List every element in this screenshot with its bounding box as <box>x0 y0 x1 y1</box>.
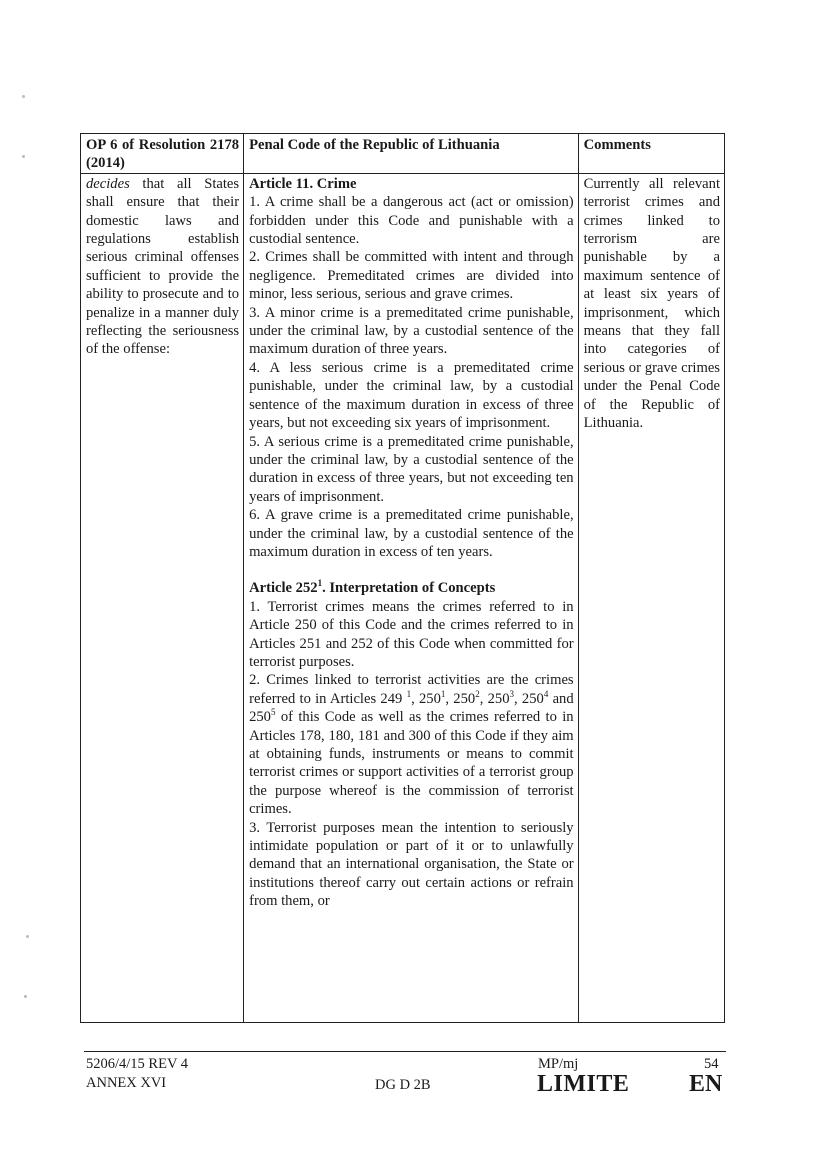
comparison-table <box>80 133 725 1023</box>
footer-annex: ANNEX XVI <box>86 1075 167 1091</box>
article-refs: $^1$, $250^1$, $250^2$, $250^3$, $250^4$ and $250^5$ <box>249 688 574 726</box>
footer-doc-ref: 5206/4/15 REV 4 <box>86 1056 189 1072</box>
op6-lead: decides <box>86 175 130 192</box>
article-252-para-3: 3. Terrorist purposes mean the intention to seriously intimidate population or part of it or to unlawfully demand that an international organisation, the State or institutions thereof carry out certain actions or refrain from them, or <box>249 819 574 910</box>
article-252-para-1: 1. Terrorist crimes means the crimes referred to in Article 250 of this Code and the crimes referred to in Articles 251 and 252 of this Code when committed for terrorist purposes. <box>249 598 574 670</box>
comments-text: Currently all relevant terrorist crimes and crimes linked to terrorism are punishable by a maximum sentence of at least six years of imprisonment, which means that they fall into categories of serious or grave crimes under the Penal Code of the Republic of Lithuania. <box>583 175 720 432</box>
scan-speck <box>26 935 29 938</box>
article-11-para-2: 2. Crimes shall be committed with intent and through negligence. Premeditated crimes are divided into minor, less serious, serious and grave crimes. <box>249 249 574 303</box>
footer-dg: DG D 2B <box>375 1077 431 1093</box>
op6-rest: that all States shall ensure that their domestic laws and regulations establish serious criminal offenses sufficient to provide the ability to prosecute and to penalize in a manner duly reflecting the seriousness of the offense: <box>86 175 240 358</box>
resolution-cell <box>81 173 244 1022</box>
op6-text <box>86 175 239 359</box>
penal-code-cell <box>244 173 579 1022</box>
article-11-para-6: 6. A grave crime is a premeditated crime punishable, under the criminal law, by a custodial sentence of the maximum duration in excess of ten years. <box>249 507 574 560</box>
comments-cell <box>578 173 724 1022</box>
article-11-title: Article 11. Crime <box>249 175 357 192</box>
header-penal-code: Penal Code of the Republic of Lithuania <box>244 134 579 174</box>
article-11-para-4: 4. A less serious crime is a premeditated crime punishable, under the criminal law, by a custodial sentence of the maximum duration in excess of three years, but not exceeding six years of imprisonment. <box>249 359 574 432</box>
article-11-para-1: 1. A crime shall be a dangerous act (act or omission) forbidden under this Code and punishable with a custodial sentence. <box>249 194 574 248</box>
footer-classification: LIMITE <box>537 1071 630 1097</box>
footer-divider <box>84 1051 726 1052</box>
scan-speck <box>24 995 27 998</box>
header-comments: Comments <box>578 134 724 174</box>
scan-speck <box>22 95 25 98</box>
footer-language: EN <box>689 1071 723 1097</box>
footer-page-number: 54 <box>704 1056 719 1072</box>
header-resolution: OP 6 of Resolution 2178 (2014) <box>81 134 244 174</box>
scan-speck <box>22 155 25 158</box>
article-11-para-5: 5. A serious crime is a premeditated crime punishable, under the criminal law, by a custodial sentence of the duration in excess of three years, but not exceeding ten years of imprisonment. <box>249 433 574 505</box>
article-252-title: Article $252^1$. Interpretation of Concepts <box>249 578 496 597</box>
article-11-para-3: 3. A minor crime is a premeditated crime punishable, under the criminal law, by a custodial sentence of the maximum duration of three years. <box>249 304 574 358</box>
article-252-para-2: 2. Crimes linked to terrorist activities are the crimes referred to in Articles 249 $^1$, $250^1$, $250^2$, $250^3$, $250^4$ and $250^5$ of this Code as well as the crimes referred to in Articles 178, 180, 181 and 300 of this Code if they aim at obtaining funds, instruments or means to commit terrorist crimes or support activities of a terrorist group the purpose whereof is the commission of terrorist crimes. <box>249 672 574 818</box>
table-header-row <box>81 134 725 174</box>
table-row <box>81 173 725 1022</box>
footer-initials: MP/mj <box>538 1056 579 1072</box>
